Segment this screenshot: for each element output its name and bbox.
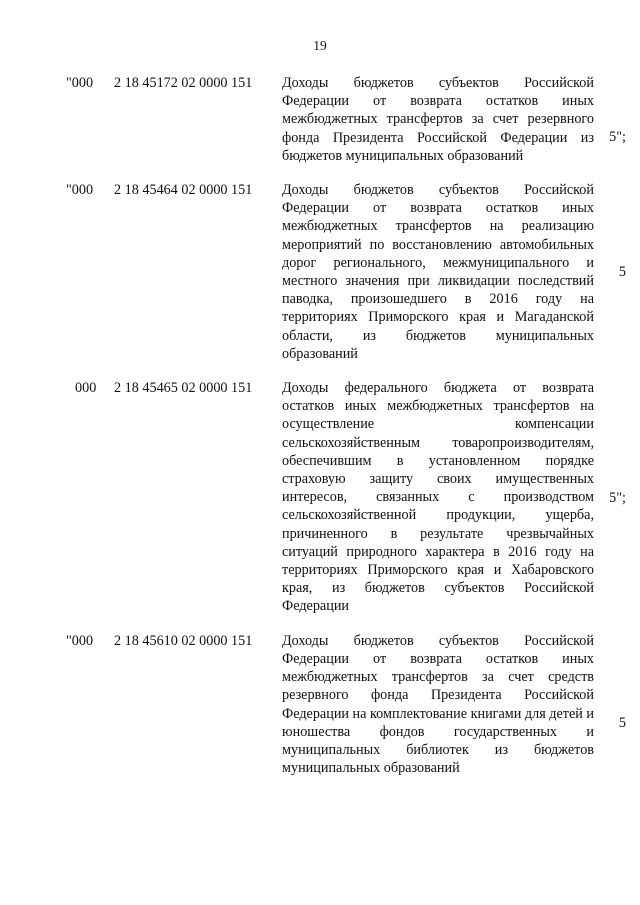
row-kbk-code: 2 18 45464 02 0000 151 [114, 182, 253, 199]
page-number: 19 [313, 38, 327, 53]
row-description: Доходы бюджетов субъектов Российской Федерации от возврата остатков иных межбюджетных трансфертов на реализацию мероприятий по восстановлению автомобильных дорог регионального, межмуниципального и местного значения при ликвидации последствий паводка, произошедшего в 2016 году на территориях Приморского края и Магаданской области, из бюджетов муниципальных образований [282, 182, 594, 362]
table-row-4 [66, 632, 626, 778]
row-description: Доходы бюджетов субъектов Российской Федерации от возврата остатков иных межбюджетных трансфертов за счет резервного фонда Президента Российской Федерации из бюджетов муниципальных образований [282, 75, 594, 164]
table-row-2 [66, 181, 626, 363]
revenue-table [66, 74, 626, 793]
row-value: 5"; [609, 490, 626, 507]
row-value: 5 [618, 264, 626, 281]
row-kbk-code: 2 18 45172 02 0000 151 [114, 75, 253, 91]
row-kbk-code: 2 18 45465 02 0000 151 [114, 380, 253, 397]
row-code: "000 [66, 632, 94, 649]
row-kbk-code: 2 18 45610 02 0000 151 [114, 632, 253, 649]
row-code: "000 [66, 75, 94, 91]
row-value: 5"; [609, 129, 626, 145]
table-row-1 [66, 74, 626, 165]
row-code: 000 [75, 380, 97, 397]
row-description: Доходы федерального бюджета от возврата остатков иных межбюджетных трансфертов на осуществление компенсации сельскохозяйственным товаропроизводителям, обеспечившим в установленном порядке страховую защиту своих имущественных интересов, связанных с производством сельскохозяйственной продукции, ущерба, причиненного в результате чрезвычайных ситуаций природного характера в 2016 году на территориях Приморского края и Хабаровского края, из бюджетов субъектов Российской Федерации [282, 380, 594, 615]
row-code: "000 [66, 182, 94, 199]
row-description: Доходы бюджетов субъектов Российской Федерации от возврата остатков иных межбюджетных трансфертов за счет средств резервного фонда Президента Российской Федерации на комплектование книгами для детей и юношества фондов государственных и муниципальных библиотек из бюджетов муниципальных образований [282, 632, 595, 777]
row-value: 5 [618, 714, 626, 731]
table-row-3 [66, 379, 626, 616]
